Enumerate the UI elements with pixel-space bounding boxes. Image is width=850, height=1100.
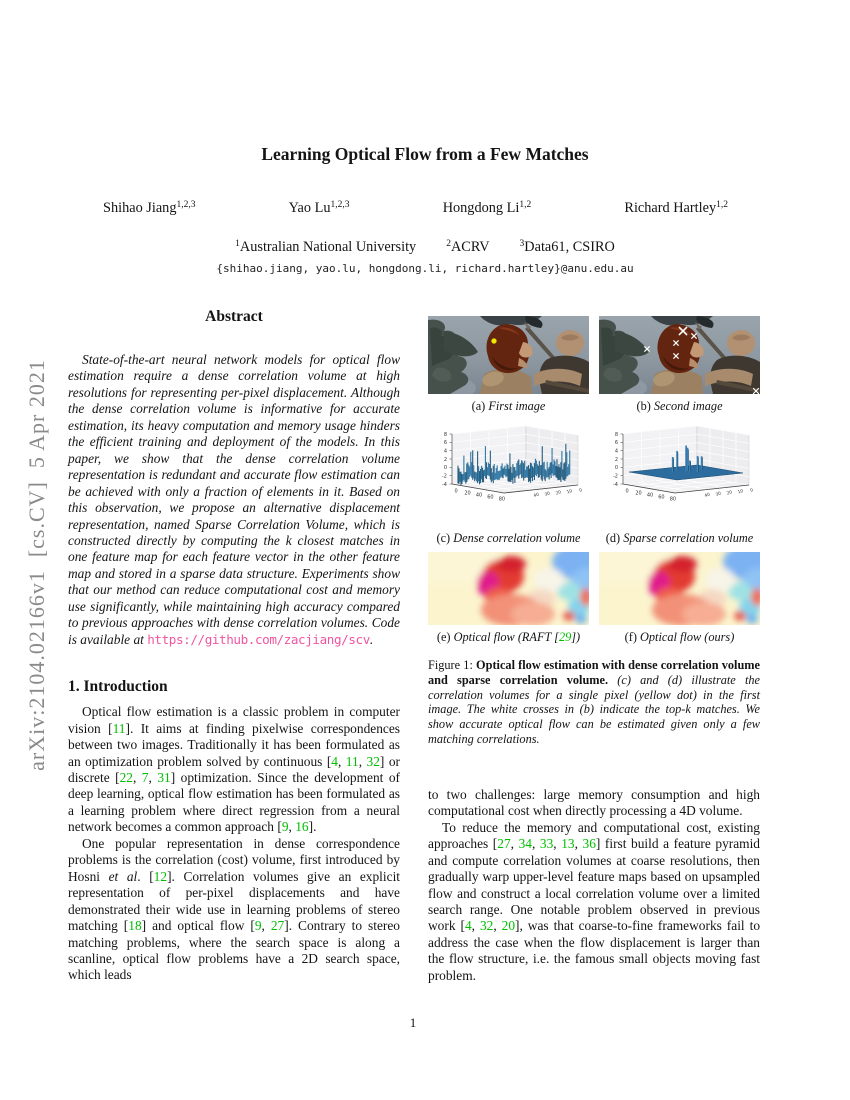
yellow-dot-marker bbox=[491, 338, 496, 343]
svg-text:0: 0 bbox=[454, 488, 458, 495]
author-2: Yao Lu$^{1,2,3}$ bbox=[288, 200, 350, 216]
author-4-affil-sup: 1,2 bbox=[716, 200, 728, 210]
svg-text:6: 6 bbox=[443, 440, 447, 447]
text-segment: to two challenges: large memory consumption and high computational cost when directly processing a 4D volume. bbox=[428, 786, 760, 819]
text-segment: Optical flow (ours) bbox=[640, 630, 735, 644]
svg-text:-2: -2 bbox=[613, 473, 618, 480]
subcaption-d bbox=[599, 531, 760, 546]
citation-link[interactable]: 20 bbox=[501, 918, 516, 934]
svg-text:4: 4 bbox=[443, 448, 447, 455]
text-segment: et al bbox=[108, 868, 138, 884]
svg-text:8: 8 bbox=[614, 431, 618, 438]
paper-title: Learning Optical Flow from a Few Matches bbox=[261, 144, 589, 164]
text-segment: ]) bbox=[571, 630, 581, 644]
text-segment: ] optimization. Since the development of deep learning, optical flow estimation has been formulated as a learning problem where direct regression from a neural network becomes a common approach [ bbox=[68, 769, 400, 835]
citation-link[interactable]: 11 bbox=[112, 720, 126, 736]
citation-link[interactable]: 32 bbox=[366, 753, 380, 769]
text-segment: (c) bbox=[436, 531, 454, 545]
abstract-heading: Abstract bbox=[205, 308, 263, 325]
right-column-body bbox=[428, 787, 760, 984]
author-2-affil-sup: 1,2,3 bbox=[330, 200, 350, 210]
section-heading-introduction: 1. Introduction bbox=[68, 678, 168, 696]
citation-link[interactable]: 36 bbox=[582, 836, 596, 852]
text-segment: (d) bbox=[605, 531, 624, 545]
text-segment: To reduce the memory and computational cost, existing approaches [ bbox=[428, 819, 760, 852]
subcaption-c bbox=[428, 531, 589, 546]
right-paragraph-1 bbox=[428, 787, 760, 820]
svg-text:20: 20 bbox=[726, 490, 734, 497]
svg-text:-4: -4 bbox=[442, 481, 447, 488]
text-segment: (a) bbox=[471, 399, 489, 413]
text-segment: Sparse correlation volume bbox=[623, 531, 754, 545]
citation-link[interactable]: 12 bbox=[153, 868, 168, 884]
text-segment: ]. bbox=[308, 819, 317, 835]
author-1: Shihao Jiang$^{1,2,3}$ bbox=[103, 200, 196, 216]
svg-text:30: 30 bbox=[715, 491, 722, 498]
svg-text:40: 40 bbox=[533, 492, 540, 500]
svg-text:0: 0 bbox=[749, 488, 754, 494]
abstract-paragraph bbox=[68, 352, 400, 648]
text-segment: , bbox=[261, 918, 271, 934]
figure-1 bbox=[428, 316, 760, 747]
subcaption-a bbox=[428, 399, 589, 414]
text-segment: Figure 1: bbox=[428, 658, 477, 672]
subfigure-e-optical-flow-raft bbox=[428, 552, 589, 625]
svg-text:4: 4 bbox=[614, 448, 618, 455]
svg-text:60: 60 bbox=[487, 494, 494, 501]
svg-text:8: 8 bbox=[443, 431, 447, 438]
citation-link[interactable]: 34 bbox=[518, 836, 532, 852]
svg-text:-2: -2 bbox=[442, 473, 447, 480]
svg-text:20: 20 bbox=[464, 490, 471, 497]
svg-text:30: 30 bbox=[544, 491, 551, 498]
text-segment: , bbox=[132, 769, 142, 785]
text-segment: ]. Contrary to stereo matching problems, where the search space is along a scanline, optical flow problems have a 2D search space, which leads bbox=[68, 918, 400, 983]
intro-paragraph-2 bbox=[68, 836, 400, 984]
author-emails: {shihao.jiang, yao.lu, hongdong.li, richard.hartley}@anu.edu.au bbox=[216, 262, 634, 275]
url-link[interactable]: https://github.com/zacjiang/scv bbox=[147, 631, 370, 647]
right-column bbox=[428, 300, 760, 984]
svg-text:0: 0 bbox=[625, 488, 629, 495]
citation-link[interactable]: 29 bbox=[558, 630, 572, 644]
text-segment: Dense correlation volume bbox=[453, 531, 581, 545]
svg-text:80: 80 bbox=[498, 496, 506, 503]
svg-text:40: 40 bbox=[704, 492, 711, 500]
text-segment: Optical flow estimation with dense correlation volume and sparse correlation volume. bbox=[428, 658, 760, 687]
subfigure-c-dense-correlation-volume-plot bbox=[428, 422, 589, 526]
text-segment: (c) and (d) illustrate the correlation volumes for a single pixel (yellow dot) in the first image. The white crosses in (b) indicate the top-k matches. We show accurate optical flow can be estimated given only a few matching correlations. bbox=[428, 672, 760, 746]
text-segment: One popular representation in dense correspondence problems is the correlation (cost) volume, first introduced by Hosni bbox=[68, 835, 400, 884]
svg-text:10: 10 bbox=[566, 489, 574, 496]
citation-link[interactable]: 31 bbox=[157, 769, 171, 785]
right-paragraph-2 bbox=[428, 820, 760, 985]
citation-link[interactable]: 16 bbox=[295, 819, 309, 835]
text-segment: , bbox=[574, 836, 583, 852]
text-segment: (e) bbox=[436, 630, 454, 644]
text-segment: . bbox=[369, 631, 374, 647]
subcaption-b bbox=[599, 399, 760, 414]
citation-link[interactable]: 7 bbox=[141, 769, 149, 785]
svg-text:10: 10 bbox=[737, 489, 745, 496]
text-segment: Optical flow estimation is a classic problem in computer vision [ bbox=[68, 704, 400, 736]
subfigure-f-optical-flow-ours bbox=[599, 552, 760, 625]
svg-text:-4: -4 bbox=[613, 481, 618, 488]
citation-link[interactable]: 9 bbox=[281, 819, 289, 835]
svg-text:0: 0 bbox=[614, 465, 618, 472]
svg-text:60: 60 bbox=[658, 494, 665, 501]
text-segment: Optical flow (RAFT [ bbox=[453, 630, 559, 644]
citation-link[interactable]: 27 bbox=[497, 836, 511, 852]
citation-link[interactable]: 33 bbox=[539, 836, 554, 852]
svg-text:40: 40 bbox=[646, 492, 654, 499]
text-segment: , bbox=[288, 819, 296, 835]
affiliation-row bbox=[0, 239, 850, 256]
text-segment: ]. It aims at finding pixelwise correspondences between two images. Traditionally it has been formulated as an optimization problem solved by continuous [ bbox=[68, 720, 400, 769]
subfigure-a-first-image bbox=[428, 316, 589, 394]
text-segment: ] and optical flow [ bbox=[141, 918, 255, 934]
citation-link[interactable]: 11 bbox=[345, 753, 359, 769]
text-segment: ], was that coarse-to-fine frameworks fail to address the case when the flow displacement is larger than the flow structure, i.e. the famous small objects moving fast problem. bbox=[428, 918, 761, 983]
text-segment: Second image bbox=[653, 399, 723, 413]
svg-text:2: 2 bbox=[614, 456, 618, 463]
svg-text:0: 0 bbox=[578, 488, 583, 494]
subcaption-f bbox=[599, 630, 760, 645]
citation-link[interactable]: 22 bbox=[119, 769, 133, 785]
author-3-affil-sup: 1,2 bbox=[519, 200, 532, 210]
intro-paragraph-1 bbox=[68, 704, 400, 836]
arxiv-watermark: arXiv:2104.02166v1 [cs.CV] 5 Apr 2021 bbox=[24, 359, 49, 771]
citation-link[interactable]: 27 bbox=[270, 918, 285, 934]
subfigure-d-sparse-correlation-volume-plot bbox=[599, 422, 760, 526]
svg-text:0: 0 bbox=[443, 465, 447, 472]
text-segment: , bbox=[510, 836, 519, 852]
citation-link[interactable]: 18 bbox=[128, 918, 142, 934]
citation-link[interactable]: 4 bbox=[464, 918, 472, 934]
affiliation-3: $^3$Data61, CSIRO bbox=[519, 239, 615, 255]
svg-text:40: 40 bbox=[475, 492, 483, 499]
svg-text:6: 6 bbox=[614, 440, 618, 447]
text-segment: State-of-the-art neural network models for optical flow estimation require a dense correlation volume at high resolutions for representing per-pixel displacement. Although the dense correlation volume is informative for accurate estimation, its heavy computation and memory usage hinders the efficient training and deployment of the models. In this paper, we show that the dense correlation volume representation is redundant and accurate flow estimation can be achieved with only a fraction of elements in it. Based on this observation, we propose an alternative displacement representation, named Sparse Correlation Volume, which is constructed directly by computing the k closest matches in one feature map for each feature vector in the other feature map and stored in a sparse data structure. Experiments show that our method can reduce computational cost and memory use significantly, while maintaining high accuracy compared to previous approaches with dense correlation volumes. Code is available at bbox=[68, 352, 400, 647]
author-4: Richard Hartley$^{1,2}$ bbox=[624, 200, 728, 216]
citation-link[interactable]: 13 bbox=[561, 836, 575, 852]
subcaption-e bbox=[428, 630, 589, 645]
text-segment: ] or discrete [ bbox=[68, 753, 400, 785]
page-number: 1 bbox=[409, 1015, 417, 1030]
figure-1-caption bbox=[428, 658, 760, 747]
text-segment: , bbox=[337, 753, 346, 769]
text-segment: , bbox=[358, 753, 367, 769]
svg-text:80: 80 bbox=[669, 496, 677, 503]
author-3: Hongdong Li$^{1,2}$ bbox=[442, 200, 532, 216]
text-segment: , bbox=[531, 836, 540, 852]
text-segment: (b) bbox=[636, 399, 654, 413]
affiliation-1: $^1$Australian National University bbox=[235, 239, 417, 255]
left-column bbox=[68, 308, 400, 984]
author-1-affil-sup: 1,2,3 bbox=[176, 200, 196, 210]
author-row bbox=[103, 200, 728, 217]
text-segment: ] first build a feature pyramid and compute correlation volumes at coarse resolutions, then gradually warp upper-level feature maps based on upsampled flow and construct a local correlation volume over a limited search range. One notable problem observed in previous work [ bbox=[428, 836, 760, 934]
affiliation-2: $^2$ACRV bbox=[446, 239, 490, 255]
text-segment: , bbox=[471, 918, 480, 934]
svg-text:2: 2 bbox=[443, 456, 447, 463]
citation-link[interactable]: 32 bbox=[479, 918, 494, 934]
text-segment: , bbox=[553, 836, 562, 852]
text-segment: ]. Correlation volumes give an explicit representation of per-pixel displacements and have demonstrated their wide use in learning problems of stereo matching [ bbox=[68, 868, 401, 934]
text-segment: , bbox=[493, 918, 502, 934]
subfigure-b-second-image bbox=[599, 316, 760, 394]
text-segment: (f) bbox=[624, 630, 641, 644]
svg-text:20: 20 bbox=[635, 490, 642, 497]
citation-link[interactable]: 4 bbox=[331, 753, 338, 769]
text-segment: , bbox=[148, 769, 158, 785]
text-segment: First image bbox=[488, 399, 546, 413]
text-segment: . [ bbox=[137, 868, 154, 884]
svg-text:20: 20 bbox=[555, 490, 563, 497]
citation-link[interactable]: 9 bbox=[254, 918, 262, 934]
